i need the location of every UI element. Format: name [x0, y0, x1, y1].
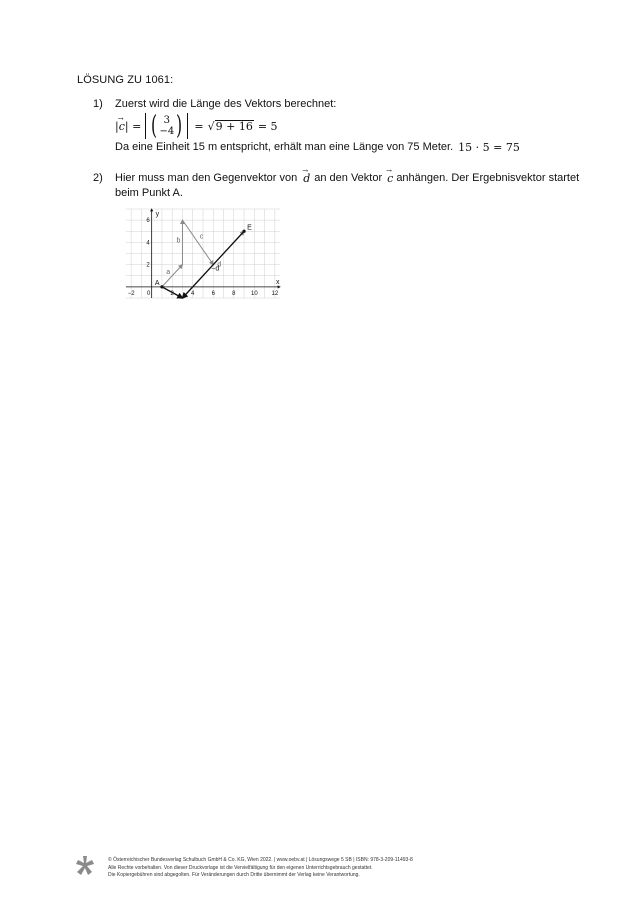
- y-tick-label: 4: [146, 240, 150, 247]
- vector-c-symbol: → c: [119, 119, 125, 134]
- point-label: E: [247, 224, 252, 232]
- vector-label: b: [176, 237, 181, 245]
- footer-copyright: © Österreichischer Bundesverlag Schulbuch GmbH & Co. KG, Wien 2022. | www.oebv.at | Lösungswege 5 SB | ISBN: 978-3-209-11493-8: [108, 857, 413, 863]
- square-root: [208, 119, 254, 134]
- page-heading: LÖSUNG ZU 1061:: [77, 74, 174, 86]
- x-tick-label: 4: [191, 290, 195, 297]
- vector-label: d: [217, 261, 222, 269]
- x-tick-label: 2: [170, 290, 174, 297]
- item-text-line-1: [115, 171, 585, 186]
- sqrt-icon: √: [207, 119, 215, 133]
- point-label: A: [154, 279, 160, 287]
- y-tick-label: 2: [146, 262, 150, 269]
- abs-bar-right: [187, 113, 188, 139]
- x-tick-label: 8: [232, 290, 236, 297]
- publisher-logo-icon: [74, 854, 96, 878]
- x-tick-label: 6: [211, 290, 215, 297]
- x-axis-label: x: [276, 278, 280, 286]
- abs-bar-left: [145, 113, 146, 139]
- column-vector: ( 3 −4 ): [151, 111, 183, 141]
- vector-d-symbol: → d: [303, 171, 310, 186]
- conclusion-line: [115, 140, 585, 155]
- item-number: 1): [93, 98, 103, 110]
- component-y: −4: [159, 126, 175, 137]
- radicand: 9 + 16: [215, 119, 253, 133]
- x-tick-label: 0: [146, 290, 151, 297]
- component-x: 3: [163, 115, 171, 126]
- chart-labels: [128, 211, 280, 297]
- point-marker: [160, 285, 163, 288]
- text-part: an den Vektor: [314, 172, 383, 184]
- conclusion-math: 15 · 5 = 75: [458, 141, 520, 154]
- vector-label: c: [199, 233, 204, 241]
- footer-rights: Alle Rechte vorbehalten. Von dieser Druckvorlage ist die Vervielfältigung für den eigenen Unterrichtsgebrauch gestattet.: [108, 864, 373, 871]
- abs-open: |: [115, 119, 119, 133]
- y-tick-label: 6: [146, 218, 150, 225]
- vector-c-symbol: → c: [387, 171, 393, 186]
- equals-sign: =: [194, 119, 204, 133]
- conclusion-text: Da eine Einheit 15 m entspricht, erhält man eine Länge von 75 Meter.: [115, 141, 454, 153]
- length-formula: [115, 112, 585, 140]
- vector-label: a: [166, 268, 171, 276]
- abs-close-equals: | =: [124, 119, 142, 133]
- text-part: Hier muss man den Gegenvektor von: [115, 172, 298, 184]
- footer: [108, 857, 578, 880]
- vector-label: −d: [211, 265, 220, 273]
- item-number: 2): [93, 172, 103, 184]
- formula-result: = 5: [257, 119, 278, 133]
- x-tick-label: 12: [271, 290, 279, 297]
- y-axis-label: y: [155, 211, 160, 218]
- point-marker: [242, 230, 245, 233]
- footer-disclaimer: Die Kopiergebühren sind abgegolten. Für Veränderungen durch Dritte übernimmt der Verlag keine Verantwortung.: [108, 872, 360, 878]
- vector-chart: [122, 205, 284, 302]
- text-part: anhängen. Der Ergebnisvektor startet: [396, 172, 580, 184]
- item-intro: Zuerst wird die Länge des Vektors berechnet:: [115, 98, 337, 110]
- x-tick-label: −2: [127, 290, 135, 297]
- item-text-line-2: beim Punkt A.: [115, 187, 183, 199]
- x-tick-label: 10: [250, 290, 258, 297]
